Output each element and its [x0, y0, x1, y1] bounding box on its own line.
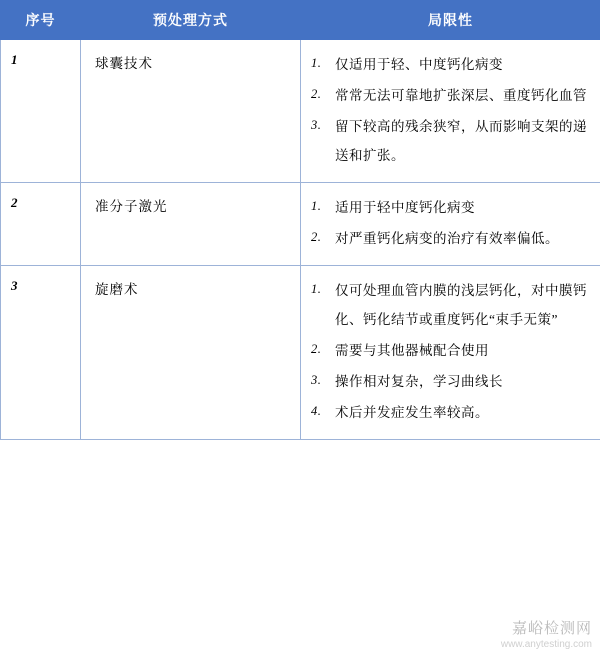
list-item: 需要与其他器械配合使用	[335, 343, 489, 359]
table-cell-index	[1, 40, 81, 183]
watermark-url: www.anytesting.com	[500, 639, 592, 650]
list-item: 留下较高的残余狭窄，从而影响支架的递送和扩张。	[335, 119, 587, 164]
table-cell-method	[81, 183, 301, 266]
limitations-wrapper	[301, 183, 600, 265]
column-header-method: 预处理方式	[81, 1, 301, 40]
table-cell-index	[1, 183, 81, 266]
method-name-value: 准分子激光	[95, 199, 168, 215]
limitation-list	[309, 276, 590, 427]
watermark	[501, 617, 592, 650]
limitation-list	[309, 50, 590, 170]
list-item: 适用于轻中度钙化病变	[335, 200, 475, 216]
table-cell-limitations	[301, 40, 600, 183]
list-item: 术后并发症发生率较高。	[335, 405, 489, 421]
method-name-value: 旋磨术	[95, 282, 139, 298]
table-cell-index	[1, 266, 81, 440]
table-row	[1, 183, 600, 266]
row-index-value: 1	[11, 52, 18, 67]
list-item: 仅可处理血管内膜的浅层钙化，对中膜钙化、钙化结节或重度钙化“束手无策”	[335, 283, 587, 328]
table-cell-limitations	[301, 266, 600, 440]
watermark-brand: 嘉峪检测网	[511, 620, 592, 637]
table-header-row	[1, 1, 600, 40]
list-item: 常常无法可靠地扩张深层、重度钙化血管	[335, 88, 587, 104]
table-cell-limitations	[301, 183, 600, 266]
method-name-value: 球囊技术	[95, 56, 153, 71]
row-index-value: 2	[11, 195, 18, 211]
limitation-list	[309, 193, 590, 253]
limitations-wrapper	[301, 40, 600, 182]
list-item: 对严重钙化病变的治疗有效率偏低。	[335, 231, 559, 247]
column-header-limitation: 局限性	[301, 1, 600, 40]
list-item: 操作相对复杂，学习曲线长	[335, 374, 503, 390]
limitations-wrapper	[301, 266, 600, 439]
table-row	[1, 40, 600, 183]
list-item: 仅适用于轻、中度钙化病变	[335, 57, 503, 72]
row-index-value: 3	[11, 278, 18, 294]
column-header-index: 序号	[1, 1, 81, 40]
table-row	[1, 266, 600, 440]
table-cell-method	[81, 40, 301, 183]
table-cell-method	[81, 266, 301, 440]
